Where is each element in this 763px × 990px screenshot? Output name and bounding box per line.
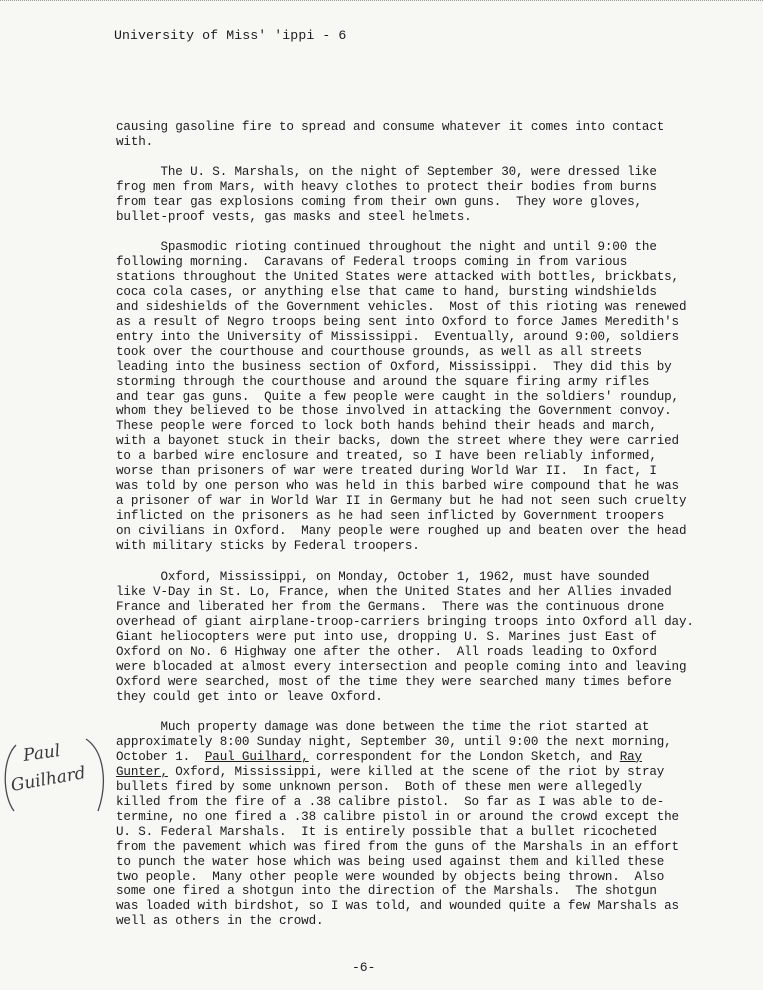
page-header: University of Miss' 'ippi - 6 <box>114 28 347 43</box>
paragraph-4: Oxford, Mississippi, on Monday, October 1, 1962, must have sounded like V-Day in St. Lo, France, when the United States and her Allies invaded France and liberated her from the Germans. There was the continuous drone overhead of giant airplane-troop-carriers bringing troops into Oxford all day. Giant heliocopters were put into use, dropping U. S. Marines just East of Oxford on No. 6 Highway one after the other. All roads leading to Oxford were blocaded at almost every intersection and people coming into and leaving Oxford were searched, most of the time they were searched many times before they could get into or leave Oxford. <box>116 570 694 704</box>
paragraph-5-part-c: Oxford, Mississippi, were killed at the scene of the riot by stray bullets fired by some unknown person. Both of these men were allegedly killed from the fire of a .38 calibre pistol. So far as I was able to de- termine, no one fired a .38 calibre pistol in or around the crowd except the U. S. Federal Marshals. It is entirely possible that a bullet ricocheted from the pavement which was fired from the guns of the Marshals in an effort to punch the water hose which was being used against them and killed these two people. Many other people were wounded by objects being thrown. Also some one fired a shotgun into the direction of the Marshals. The shotgun was loaded with birdshot, so I was told, and wounded quite a few Marshals as well as others in the crowd. <box>116 764 679 929</box>
underlined-name-paul-guilhard: Paul Guilhard, <box>204 749 309 764</box>
top-edge-rule <box>0 0 763 7</box>
margin-note-line-2: Guilhard <box>9 763 88 796</box>
handwritten-margin-note <box>0 733 120 823</box>
paragraph-3: Spasmodic rioting continued throughout the night and until 9:00 the following morning. Caravans of Federal troops coming in from various stations throughout the United States were attacked with bottles, brickbats, coca cola cases, or anything else that came to hand, bursting windshields and sideshields of the Government vehicles. Most of this rioting was renewed as a result of Negro troops being sent into Oxford to force James Meredith's entry into the University of Mississippi. Eventually, around 9:00, soldiers took over the courthouse and courthouse grounds, as well as all streets leading into the business section of Oxford, Mississippi. They did this by storming through the courthouse and around the square firing army rifles and tear gas guns. Quite a few people were caught in the soldiers' roundup, whom they believed to be those involved in attacking the Government convoy. These people were forced to lock both hands behind their heads and march, with a bayonet stuck in their backs, down the street where they were carried to a barbed wire enclosure and treated, so I have been reliably informed, worse than prisoners of war were treated during World War II. In fact, I was told by one person who was held in this barbed wire compound that he was a prisoner of war in World War II in Germany but he had not seen such cruelty inflicted on the prisoners as he had seen inflicted by Government troopers on civilians in Oxford. Many people were roughed up and beaten over the head with military sticks by Federal troopers. <box>116 240 687 554</box>
paragraph-5 <box>116 720 698 929</box>
paragraph-5-part-b: correspondent for the London Sketch, and <box>308 749 620 764</box>
paragraph-2: The U. S. Marshals, on the night of September 30, were dressed like frog men from Mars, with heavy clothes to protect their bodies from burns from tear gas explosions coming from their own guns. They wore gloves, bullet-proof vests, gas masks and steel helmets. <box>116 165 657 224</box>
margin-note-line-1: Paul <box>21 740 62 766</box>
paragraph-1: causing gasoline fire to spread and consume whatever it comes into contact with. <box>116 120 665 149</box>
margin-note-drawing <box>0 733 120 823</box>
underlined-name-ray-gunter: Ray Gunter, <box>116 749 642 779</box>
paragraph-5-part-a: Much property damage was done between the time the riot started at approximately 8:00 Sunday night, September 30, until 9:00 the next morning, October 1. <box>116 720 672 764</box>
page-number: -6- <box>352 960 376 975</box>
right-bracket-stroke <box>86 739 103 811</box>
